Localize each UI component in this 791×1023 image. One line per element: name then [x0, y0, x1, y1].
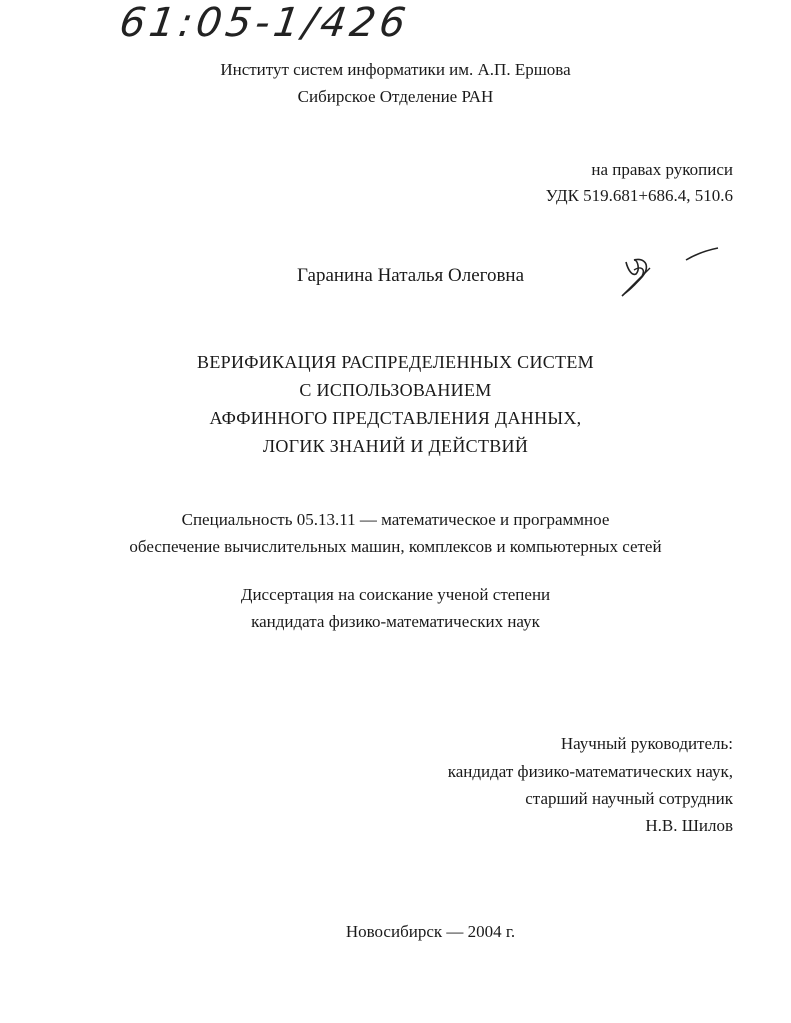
title-line-4: ЛОГИК ЗНАНИЙ И ДЕЙСТВИЙ: [262, 436, 529, 456]
advisor-degree: кандидат физико-математических наук,: [447, 762, 733, 781]
advisor-position: старший научный сотрудник: [525, 789, 733, 808]
archive-stamp-code: 61:05-1/426: [116, 0, 413, 46]
specialty-line-2: обеспечение вычислительных машин, комплексов и компьютерных сетей: [129, 537, 662, 556]
degree-line-2: кандидата физико-математических наук: [251, 612, 540, 631]
udc-code: УДК 519.681+686.4, 510.6: [545, 186, 733, 205]
title-line-1: ВЕРИФИКАЦИЯ РАСПРЕДЕЛЕННЫХ СИСТЕМ: [197, 352, 594, 372]
advisor-name: Н.В. Шилов: [645, 816, 733, 835]
manuscript-rights: на правах рукописи: [591, 160, 733, 179]
institute-name: Институт систем информатики им. А.П. Ершова: [220, 60, 571, 79]
branch-name: Сибирское Отделение РАН: [297, 87, 494, 106]
signature-icon: [612, 240, 722, 300]
place-year: Новосибирск — 2004 г.: [345, 922, 516, 941]
author-name: Гаранина Наталья Олеговна: [297, 265, 525, 286]
title-line-2: С ИСПОЛЬЗОВАНИЕМ: [299, 380, 492, 400]
title-line-3: АФФИННОГО ПРЕДСТАВЛЕНИЯ ДАННЫХ,: [209, 408, 582, 428]
degree-line-1: Диссертация на соискание ученой степени: [240, 585, 551, 604]
advisor-label: Научный руководитель:: [560, 734, 733, 753]
specialty-line-1: Специальность 05.13.11 — математическое и программное: [181, 510, 610, 529]
